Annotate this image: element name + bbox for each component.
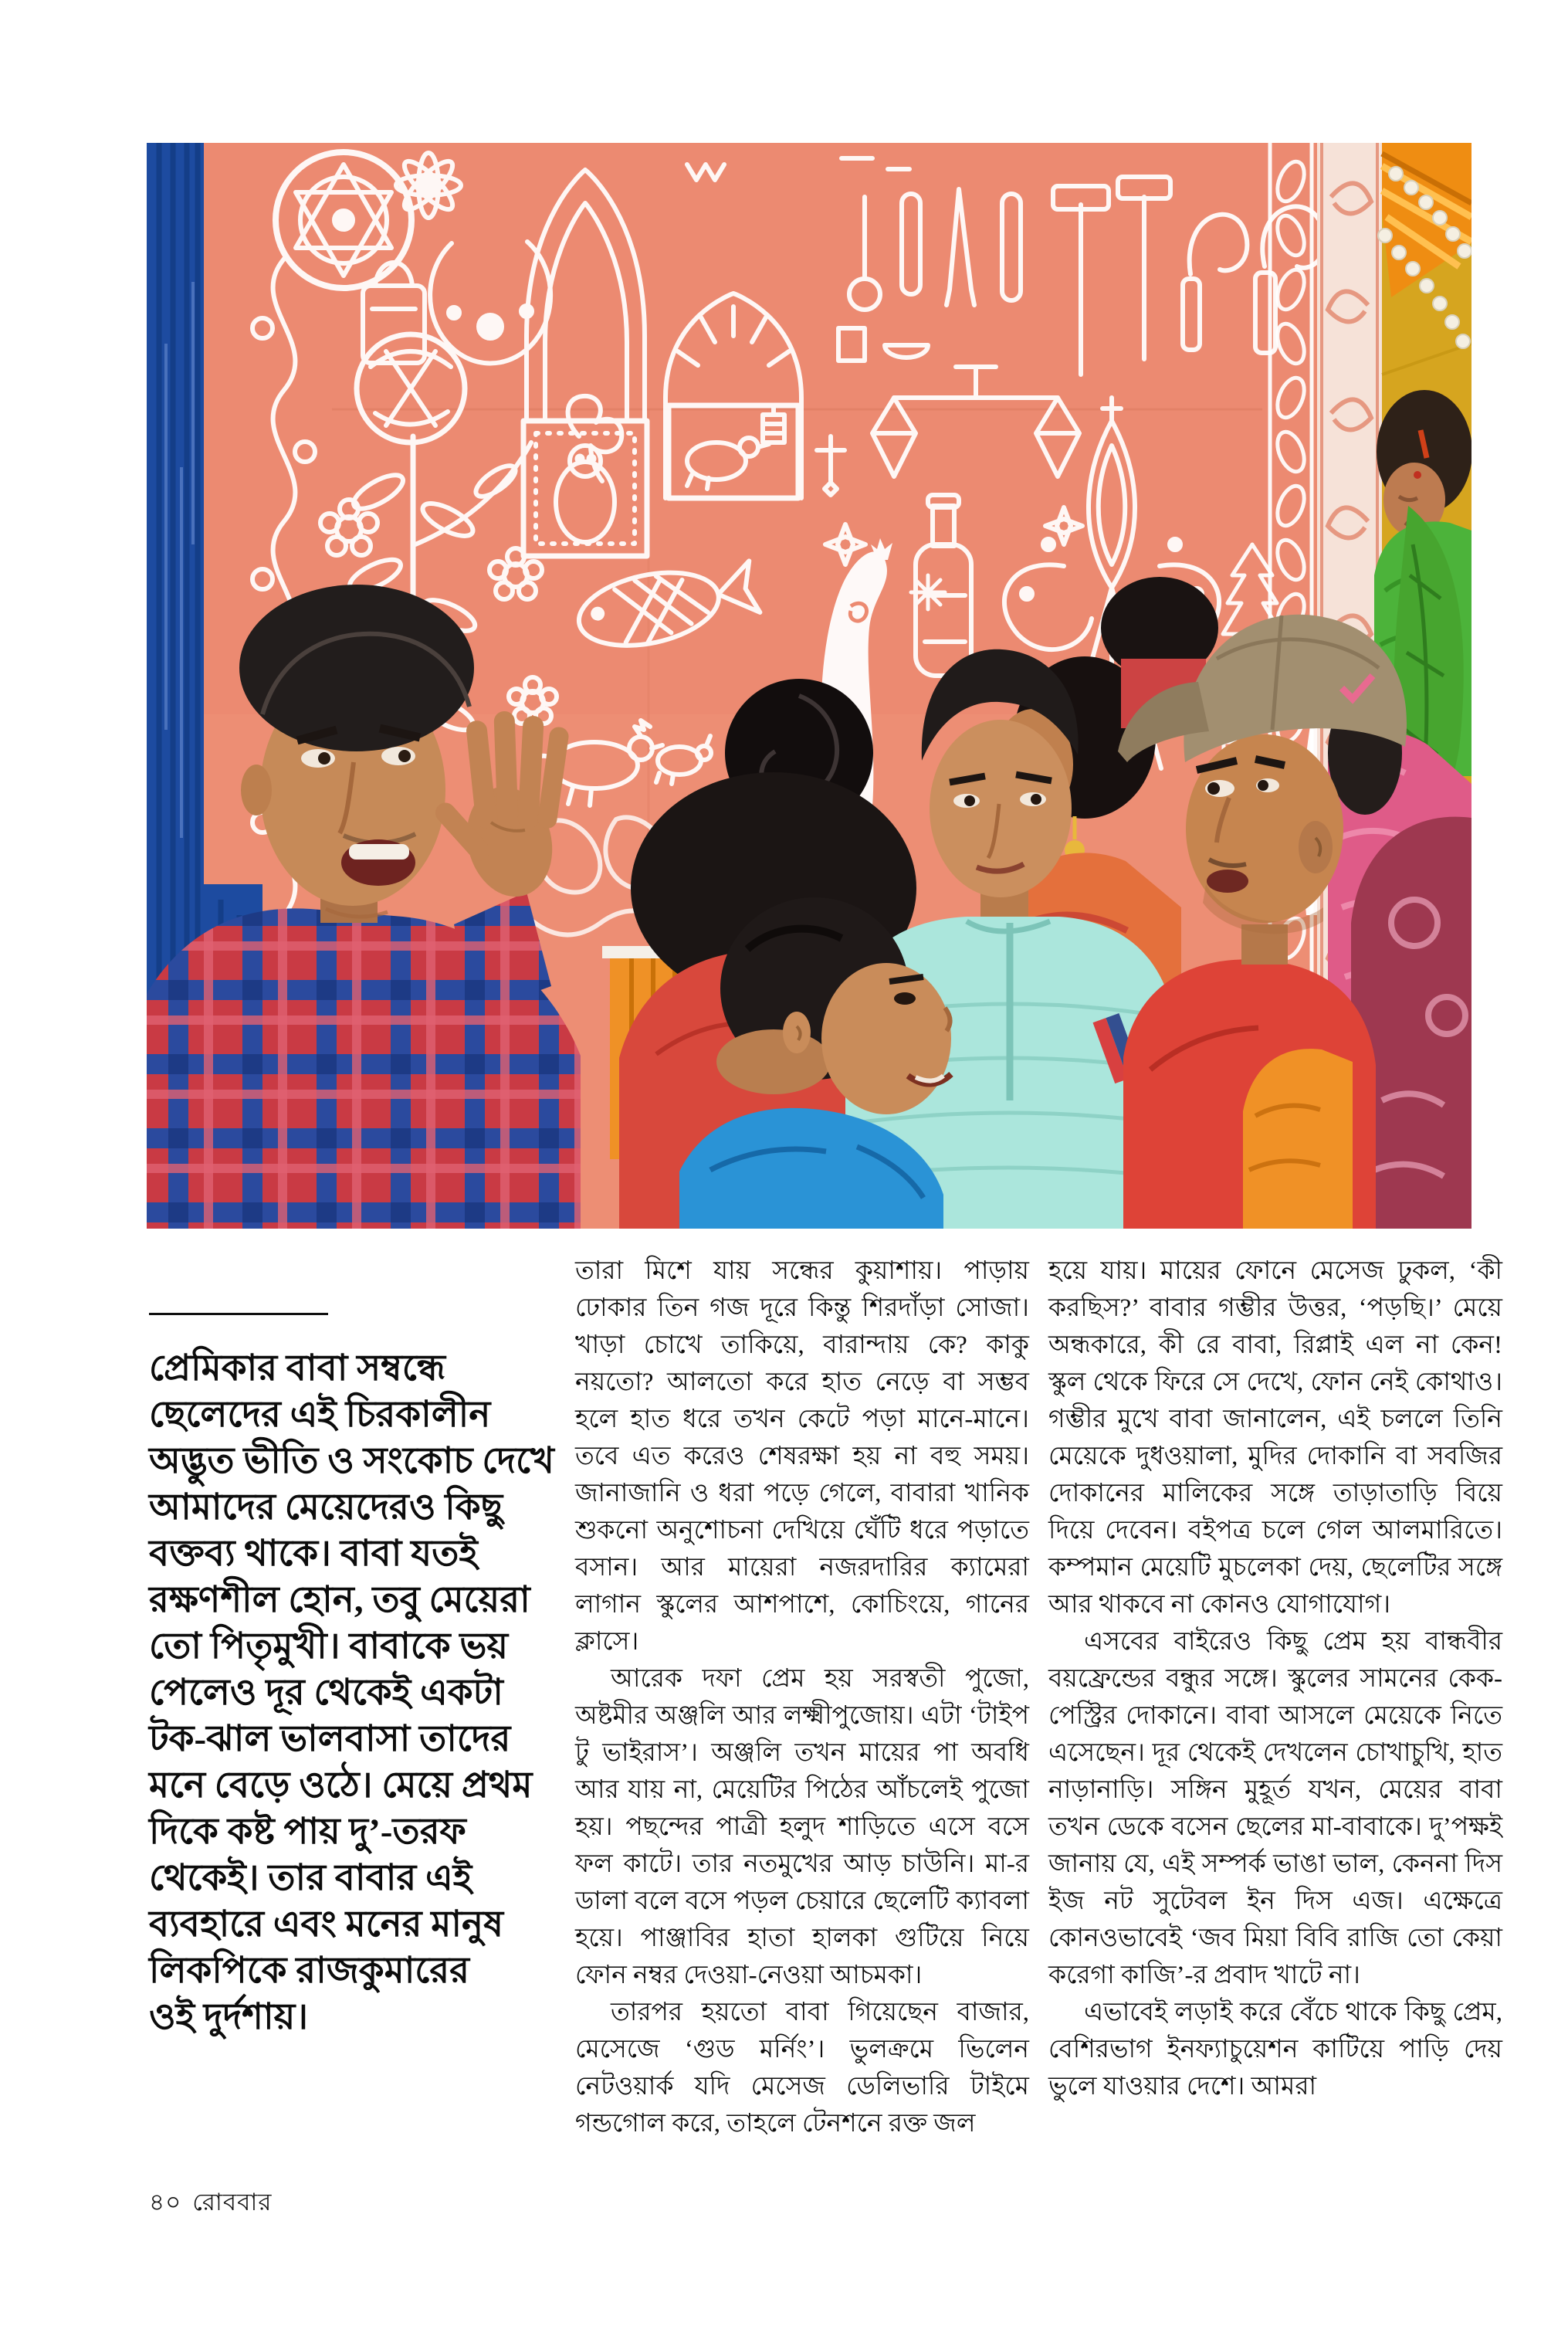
body-paragraph: এভাবেই লড়াই করে বেঁচে থাকে কিছু প্রেম, বেশিরভাগ ইনফ্যাচুয়েশন কাটিয়ে পাড়ি দেয় ভুলে যাওয়ার দেশে। আমরা: [1048, 1999, 1502, 2101]
festival-photo: [147, 143, 1471, 1229]
pull-quote-line: পেলেও দূর থেকেই একটা: [149, 1673, 503, 1713]
pull-quote-line: বক্তব্য থাকে। বাবা যতই: [149, 1534, 478, 1574]
pull-quote-line: আমাদের মেয়েদেরও কিছু: [149, 1487, 503, 1527]
body-paragraph: এসবের বাইরেও কিছু প্রেম হয় বান্ধবীর বয়ফ্রেন্ডের বন্ধুর সঙ্গে। স্কুলের সামনের কেক-পেস্ট্রির দোকানে। বাবা আসলে মেয়েকে নিতে এসেছেন। দূর থেকেই দেখলেন চোখাচুখি, হাত নাড়ানাড়ি। সঙ্গিন মুহূর্ত যখন, মেয়ের বাবা তখন ডেকে বসেন ছেলের মা-বাবাকে। দু’পক্ষই জানায় যে, এই সম্পর্ক ভাঙা ভাল, কেননা দিস ইজ নট সুটেবল ইন দিস এজ। এক্ষেত্রে কোনওভাবেই ‘জব মিয়া বিবি রাজি তো কেয়া করেগা কাজি’-র প্রবাদ খাটে না।: [1048, 1628, 1502, 1989]
page-footer: [149, 2184, 283, 2224]
magazine-name: রোববার: [192, 2189, 273, 2216]
pull-quote-line: ব্যবহারে এবং মনের মানুষ: [149, 1904, 503, 1945]
page-number: ৪০: [149, 2189, 182, 2216]
body-paragraph: আরেক দফা প্রেম হয় সরস্বতী পুজো, অষ্টমীর অঞ্জলি আর লক্ষ্মীপুজোয়। এটা ‘টাইপ টু ভাইরাস’। অঞ্জলি তখন মায়ের পা অবধি আর যায় না, মেয়েটির পিঠের আঁচলেই পুজো হয়। পছন্দের পাত্রী হলুদ শাড়িতে এসে বসে ফল কাটে। তার নতমুখের আড় চাউনি। মা-র ডালা বলে বসে পড়ল চেয়ারে ছেলেটি ক্যাবলা হয়ে। পাঞ্জাবির হাতা হালকা গুটিয়ে নিয়ে ফোন নম্বর দেওয়া-নেওয়া আচমকা।: [575, 1665, 1029, 1989]
pull-quote-line: থেকেই। তার বাবার এই: [149, 1858, 472, 1898]
pull-quote-line: দিকে কষ্ট পায় দু’-তরফ: [149, 1812, 466, 1852]
festival-photo-illustration: [147, 143, 1471, 1229]
pull-quote-line: মনে বেড়ে ওঠে। মেয়ে প্রথম: [149, 1765, 533, 1806]
pull-quote-line: প্রেমিকার বাবা সম্বন্ধে: [149, 1348, 445, 1388]
pull-quote-line: ছেলেদের এই চিরকালীন: [149, 1395, 491, 1435]
pull-quote-line: ওই দুর্দশায়।: [149, 1997, 309, 2037]
body-paragraph: তারপর হয়তো বাবা গিয়েছেন বাজার, মেসেজে ‘গুড মর্নিং’। ভুলক্রমে ভিলেন নেটওয়ার্ক যদি মেসেজ ডেলিভারি টাইমে গন্ডগোল করে, তাহলে টেনশনে রক্ত জল: [575, 1999, 1029, 2138]
pull-quote-line: রক্ষণশীল হোন, তবু মেয়েরা: [149, 1580, 530, 1620]
pull-quote-line: টক-ঝাল ভালবাসা তাদের: [149, 1719, 511, 1759]
pull-quote-line: অদ্ভুত ভীতি ও সংকোচ দেখে: [149, 1441, 554, 1481]
pull-quote-line: তো পিতৃমুখী। বাবাকে ভয়: [149, 1626, 509, 1667]
body-paragraph: হয়ে যায়। মায়ের ফোনে মেসেজ ঢুকল, ‘কী করছিস?’ বাবার গম্ভীর উত্তর, ‘পড়ছি।’ মেয়ে অন্ধকারে, কী রে বাবা, রিপ্লাই এল না কেন! স্কুল থেকে ফিরে সে দেখে, ফোন নেই কোথাও। গম্ভীর মুখে বাবা জানালেন, এই চললে তিনি মেয়েকে দুধওয়ালা, মুদির দোকানি বা সবজির দোকানের মালিকের সঙ্গে তাড়াতাড়ি বিয়ে দিয়ে দেবেন। বইপত্র চলে গেল আলমারিতে। কম্পমান মেয়েটি মুচলেকা দেয়, ছেলেটির সঙ্গে আর থাকবে না কোনও যোগাযোগ।: [1048, 1257, 1502, 1619]
body-column-right: [1048, 1253, 1502, 2105]
pull-quote: [149, 1345, 575, 2040]
body-paragraph: তারা মিশে যায় সন্ধের কুয়াশায়। পাড়ায় ঢোকার তিন গজ দূরে কিন্তু শিরদাঁড়া সোজা। খাড়া চোখে তাকিয়ে, বারান্দায় কে? কাকু নয়তো? আলতো করে হাত নেড়ে বা সম্ভব হলে হাত ধরে তখন কেটে পড়া মানে-মানে। তবে এত করেও শেষরক্ষা হয় না বহু সময়। জানাজানি ও ধরা পড়ে গেলে, বাবারা খানিক শুকনো অনুশোচনা দেখিয়ে ঘেঁটি ধরে পড়াতে বসান। আর মায়েরা নজরদারির ক্যামেরা লাগান স্কুলের আশপাশে, কোচিংয়ে, গানের ক্লাসে।: [575, 1257, 1029, 1656]
body-column-middle: [575, 1253, 1029, 2142]
pull-quote-rule: [149, 1313, 328, 1315]
pull-quote-line: লিকপিকে রাজকুমারের: [149, 1951, 469, 1991]
